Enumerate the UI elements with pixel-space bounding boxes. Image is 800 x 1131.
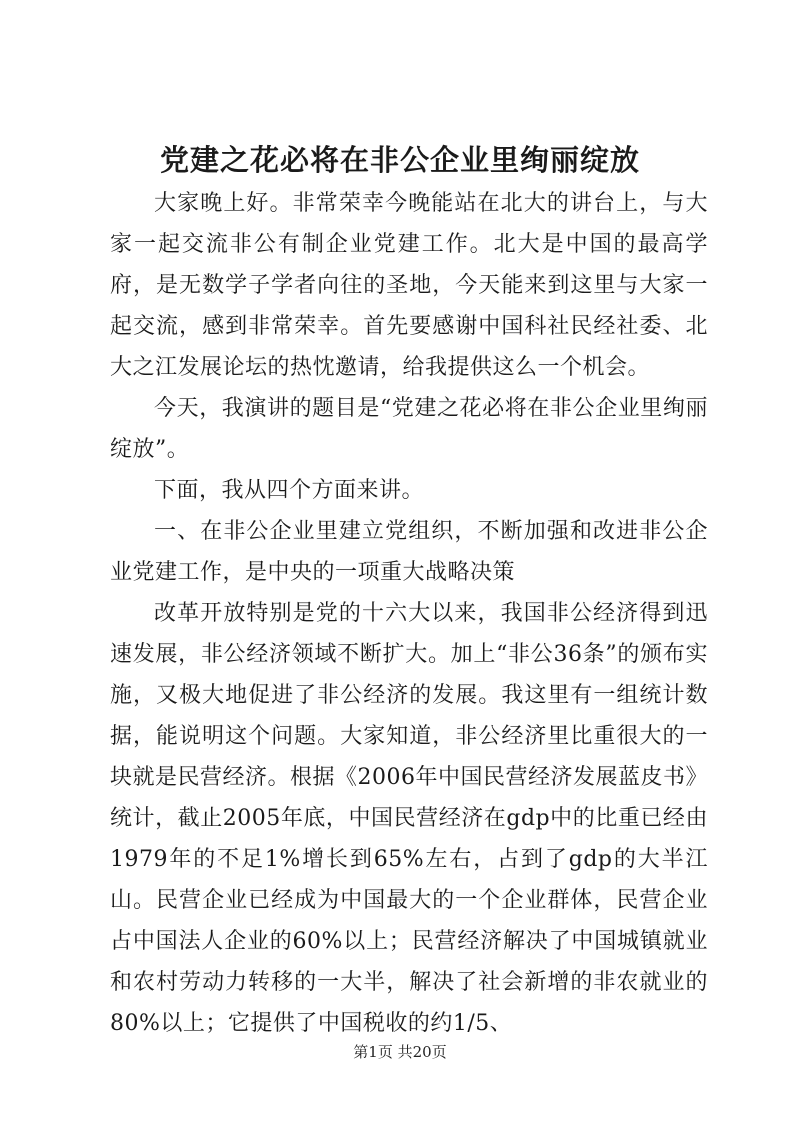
paragraph-greeting: 大家晚上好。非常荣幸今晚能站在北大的讲台上，与大家一起交流非公有制企业党建工作。北大是中国的最高学府，是无数学子学者向往的圣地，今天能来到这里与大家一起交流，感到非常荣幸。首先要感谢中国科社民经社委、北大之江发展论坛的热忱邀请，给我提供这么一个机会。 bbox=[110, 191, 708, 380]
document-title: 党建之花必将在非公企业里绚丽绽放 bbox=[159, 143, 640, 177]
paragraph-statistics: 改革开放特别是党的十六大以来，我国非公经济得到迅速发展，非公经济领域不断扩大。加上“非公36条”的颁布实施，又极大地促进了非公经济的发展。我这里有一组统计数据，能说明这个问题。大家知道，非公经济里比重很大的一块就是民营经济。根据《2006年中国民营经济发展蓝皮书》统计，截止2005年底，中国民营经济在gdp中的比重已经由1979年的不足1%增长到65%左右，占到了gdp的大半江山。民营企业已经成为中国最大的一个企业群体，民营企业占中国法人企业的60%以上；民营经济解决了中国城镇就业和农村劳动力转移的一大半，解决了社会新增的非农就业的80%以上；它提供了中国税收的约1/5、 bbox=[110, 601, 708, 1036]
section-heading-1: 一、在非公企业里建立党组织，不断加强和改进非公企业党建工作，是中央的一项重大战略决策 bbox=[110, 519, 708, 585]
document-body bbox=[110, 183, 708, 1044]
paragraph-topic: 今天，我演讲的题目是“党建之花必将在非公企业里绚丽绽放”。 bbox=[110, 396, 708, 462]
page-footer: 第1页 共20页 bbox=[353, 1043, 447, 1061]
paragraph-outline: 下面，我从四个方面来讲。 bbox=[154, 478, 425, 503]
